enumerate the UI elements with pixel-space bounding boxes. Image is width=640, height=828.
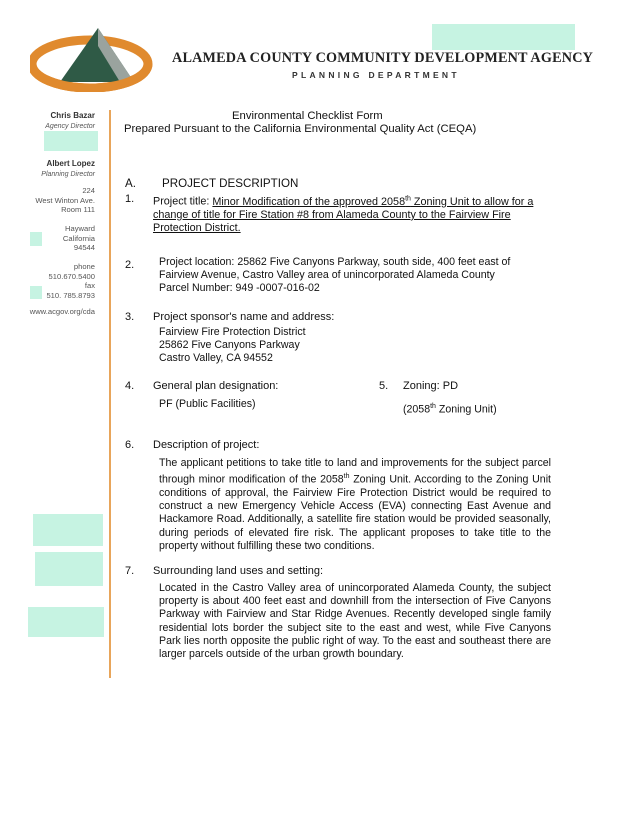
- description-label: Description of project:: [153, 439, 260, 451]
- website-link[interactable]: www.acgov.org/cda: [29, 307, 95, 316]
- form-subtitle: Prepared Pursuant to the California Environmental Quality Act (CEQA): [124, 123, 477, 135]
- redaction-block: [28, 607, 104, 637]
- item-number: 2.: [125, 259, 135, 271]
- redaction-block: [33, 514, 103, 546]
- project-title: Project title: Minor Modification of the approved 2058th Zoning Unit to allow for a change of title for Fire Station #8 from Alameda County to the Fairview Fire Protection District.: [153, 195, 534, 234]
- zoning-label: Zoning: PD: [403, 380, 459, 392]
- planning-director-title: Planning Director: [41, 170, 95, 178]
- sidebar-contact: phone 510.670.5400 fax 510. 785.8793: [46, 262, 95, 300]
- setting-label: Surrounding land uses and setting:: [153, 565, 324, 577]
- sidebar-address: 224 West Winton Ave. Room 111 Hayward California 94544: [35, 186, 95, 252]
- agency-logo: [30, 24, 156, 92]
- item-number: 5.: [379, 380, 389, 392]
- fax-number: 510. 785.8793: [46, 290, 95, 300]
- sidebar-planning-director: [41, 159, 95, 179]
- item-number: 6.: [125, 439, 135, 451]
- redaction-block: [35, 552, 103, 586]
- zoning-value: (2058th Zoning Unit): [403, 403, 497, 416]
- description-text: The applicant petitions to take title to land and improvements for the subject parcel through minor modification of the 2058th Zoning Unit. According to the Zoning Unit conditions of approval, the Fairview Fire Protection District would be required to construct a new Emergency Vehicle Access (EVA) connecting East Avenue and Hackamore Road. Additionally, a satellite fire station would be provided seasonally, during periods of elevated fire risk. The applicant proposes to take title to the property without fulfilling these two conditions.: [159, 457, 551, 552]
- phone-number: 510.670.5400: [48, 271, 95, 281]
- project-location: Project location: 25862 Five Canyons Parkway, south side, 400 feet east of Fairview Avenue, Castro Valley area of unincorporated Alameda County Parcel Number: 949 -0007-016-02: [159, 256, 511, 295]
- setting-text: Located in the Castro Valley area of unincorporated Alameda County, the subject property is about 400 feet east and downhill from the intersection of Five Canyons Parkway with Fairview and Star Ridge Avenues. Recently developed single family residential lots border the subject site to the east and west, while Five Canyons Park lies north opposite the public right of way. To the east and southeast there are larger parcels outside of the urban growth boundary.: [159, 582, 551, 661]
- section-heading: PROJECT DESCRIPTION: [162, 177, 299, 190]
- department-name: PLANNING DEPARTMENT: [292, 70, 460, 80]
- redaction-block: [44, 131, 98, 151]
- form-title: Environmental Checklist Form: [232, 110, 383, 122]
- sidebar-director: [45, 111, 95, 131]
- sponsor-address: Fairview Fire Protection District 25862 Five Canyons Parkway Castro Valley, CA 94552: [159, 326, 306, 365]
- agency-name: ALAMEDA COUNTY COMMUNITY DEVELOPMENT AGENCY: [172, 50, 594, 66]
- item-number: 1.: [125, 193, 135, 205]
- redaction-block: [432, 24, 575, 50]
- general-plan-value: PF (Public Facilities): [159, 398, 256, 410]
- divider-line: [109, 110, 111, 678]
- section-letter: A.: [125, 177, 136, 190]
- redaction-block: [30, 286, 42, 299]
- planning-director-name: Albert Lopez: [46, 159, 95, 168]
- item-number: 3.: [125, 311, 135, 323]
- item-number: 4.: [125, 380, 135, 392]
- sponsor-label: Project sponsor's name and address:: [153, 311, 335, 323]
- item-number: 7.: [125, 565, 135, 577]
- general-plan-label: General plan designation:: [153, 380, 279, 392]
- director-title: Agency Director: [45, 122, 95, 130]
- director-name: Chris Bazar: [50, 111, 95, 120]
